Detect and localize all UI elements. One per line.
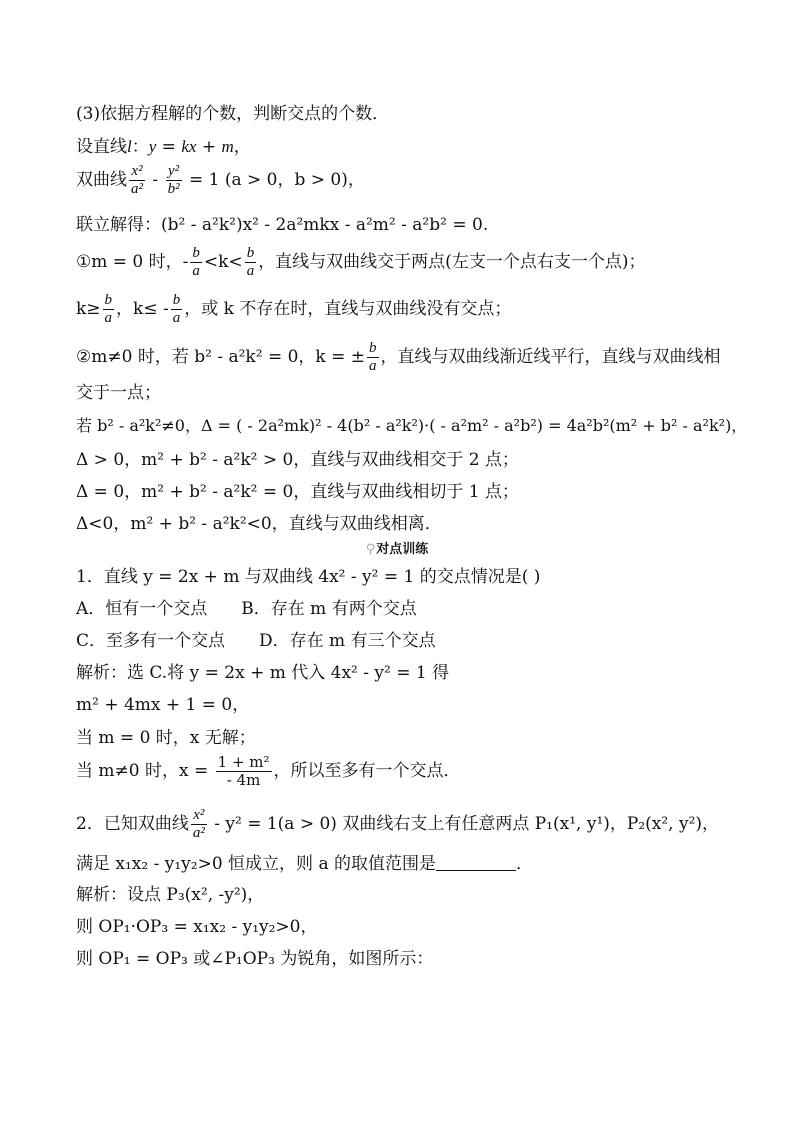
discriminant: 若 b² - a²k²≠0，Δ = ( - 2a²mk)² - 4(b² - a²k²)·( - a²m² - a²b²) = 4a²b²(m² + b² - a²k²)，: [76, 416, 748, 435]
text: k≥: [76, 299, 101, 319]
section-icon: ⚲: [365, 542, 376, 557]
method-step-3: (3)依据方程解的个数，判断交点的个数．: [76, 104, 390, 124]
denominator: a²: [192, 825, 205, 841]
case-no-intersection: [76, 292, 511, 327]
denominator: a: [192, 263, 200, 279]
denominator: b²: [167, 181, 180, 197]
fraction: [103, 292, 115, 327]
denominator: a: [246, 263, 255, 279]
text: ②m≠0 时，若 b² - a²k² = 0，k = ±: [76, 347, 366, 367]
numerator: b: [246, 245, 255, 261]
text: ．: [516, 854, 534, 874]
numerator: x²: [129, 163, 145, 181]
text: - y² = 1(a > 0) 双曲线右支上有任意两点 P₁(x¹, y¹)，P₂(x², y²)，: [208, 814, 720, 834]
question-1-options-ab: [76, 598, 417, 620]
denominator: a: [369, 358, 377, 374]
text: -: [147, 170, 164, 190]
combined-equation: 联立解得：(b² - a²k²)x² - 2a²mkx - a²m² - a²b² = 0.: [76, 215, 489, 235]
text: ，直线与双曲线渐近线平行，直线与双曲线相: [380, 347, 721, 367]
text: 当 m≠0 时，x =: [76, 761, 214, 781]
denominator: a²: [131, 181, 143, 197]
option-a: A．恒有一个交点: [76, 599, 208, 619]
numerator: y²: [166, 163, 182, 181]
answer-1-line-2: m² + 4mx + 1 = 0，: [76, 695, 250, 715]
denominator: - 4m: [226, 771, 261, 789]
numerator: b: [172, 292, 181, 308]
denominator: a: [172, 310, 181, 326]
answer-1-line-3: 当 m = 0 时，x 无解；: [76, 728, 256, 748]
text: 设直线: [76, 137, 127, 157]
answer-2-line-2: 则 OP₁·OP₃ = x₁x₂ - y₁y₂>0，: [76, 917, 318, 937]
case-m-nonzero-cont: 交于一点；: [76, 383, 161, 403]
numerator: x²: [191, 807, 207, 825]
fraction: [129, 163, 145, 198]
text: ，k≤ -: [116, 299, 169, 319]
text: =: [156, 137, 182, 157]
numerator: b: [192, 245, 200, 261]
numerator: b: [104, 292, 113, 308]
answer-blank: [436, 856, 516, 871]
fraction: [191, 807, 207, 842]
section-heading: [0, 538, 794, 557]
delta-positive: Δ > 0，m² + b² - a²k² > 0，直线与双曲线相交于 2 点；: [76, 450, 519, 470]
fraction: [171, 292, 183, 327]
fraction: [190, 245, 202, 280]
text: 满足 x₁x₂ - y₁y₂>0 恒成立，则 a 的取值范围是: [76, 854, 437, 874]
option-c: C．至多有一个交点: [76, 631, 226, 651]
text: 双曲线: [76, 170, 127, 190]
text: 2．已知双曲线: [76, 814, 189, 834]
text: ，直线与双曲线交于两点(左支一个点右支一个点)；: [258, 252, 646, 272]
text: ①m = 0 时，-: [76, 252, 189, 272]
hyperbola-definition: [76, 163, 365, 198]
question-2-cont: [76, 853, 533, 875]
text: ，或 k 不存在时，直线与双曲线没有交点；: [184, 299, 512, 319]
delta-zero: Δ = 0，m² + b² - a²k² = 0，直线与双曲线相切于 1 点；: [76, 482, 519, 502]
numerator: 1 + m²: [217, 753, 270, 771]
option-b: B．存在 m 有两个交点: [241, 599, 417, 619]
text: ，: [233, 137, 251, 157]
var-kx: kx: [181, 137, 197, 156]
fraction: [245, 245, 257, 280]
text: +: [196, 137, 222, 157]
case-m-zero: [76, 245, 645, 280]
answer-2-line-1: 解析：设点 P₃(x², -y²)，: [76, 885, 265, 905]
question-2: [76, 807, 719, 842]
fraction: [216, 754, 272, 789]
case-m-nonzero: [76, 340, 721, 375]
option-d: D．存在 m 有三个交点: [259, 631, 436, 651]
delta-negative: Δ<0，m² + b² - a²k²<0，直线与双曲线相离．: [76, 514, 442, 534]
question-1: 1．直线 y = 2x + m 与双曲线 4x² - y² = 1 的交点情况是( ): [76, 567, 541, 587]
var-y: y: [148, 137, 157, 156]
section-title: 对点训练: [376, 542, 429, 557]
denominator: a: [104, 310, 113, 326]
fraction: [166, 163, 182, 198]
fraction: [367, 340, 379, 375]
var-l: l: [127, 137, 132, 156]
answer-2-line-3: 则 OP₁ = OP₃ 或∠P₁OP₃ 为锐角，如图所示：: [76, 949, 434, 969]
line-definition: [76, 136, 251, 158]
numerator: b: [369, 340, 377, 356]
var-m: m: [221, 137, 234, 156]
text: ：: [131, 137, 149, 157]
text: <k<: [203, 252, 243, 272]
answer-1-line-4: [76, 754, 461, 789]
text: ，所以至多有一个交点．: [273, 761, 461, 781]
answer-1-line-1: 解析：选 C.将 y = 2x + m 代入 4x² - y² = 1 得: [76, 663, 450, 683]
text: = 1 (a > 0，b > 0)，: [183, 170, 365, 190]
question-1-options-cd: [76, 630, 436, 652]
